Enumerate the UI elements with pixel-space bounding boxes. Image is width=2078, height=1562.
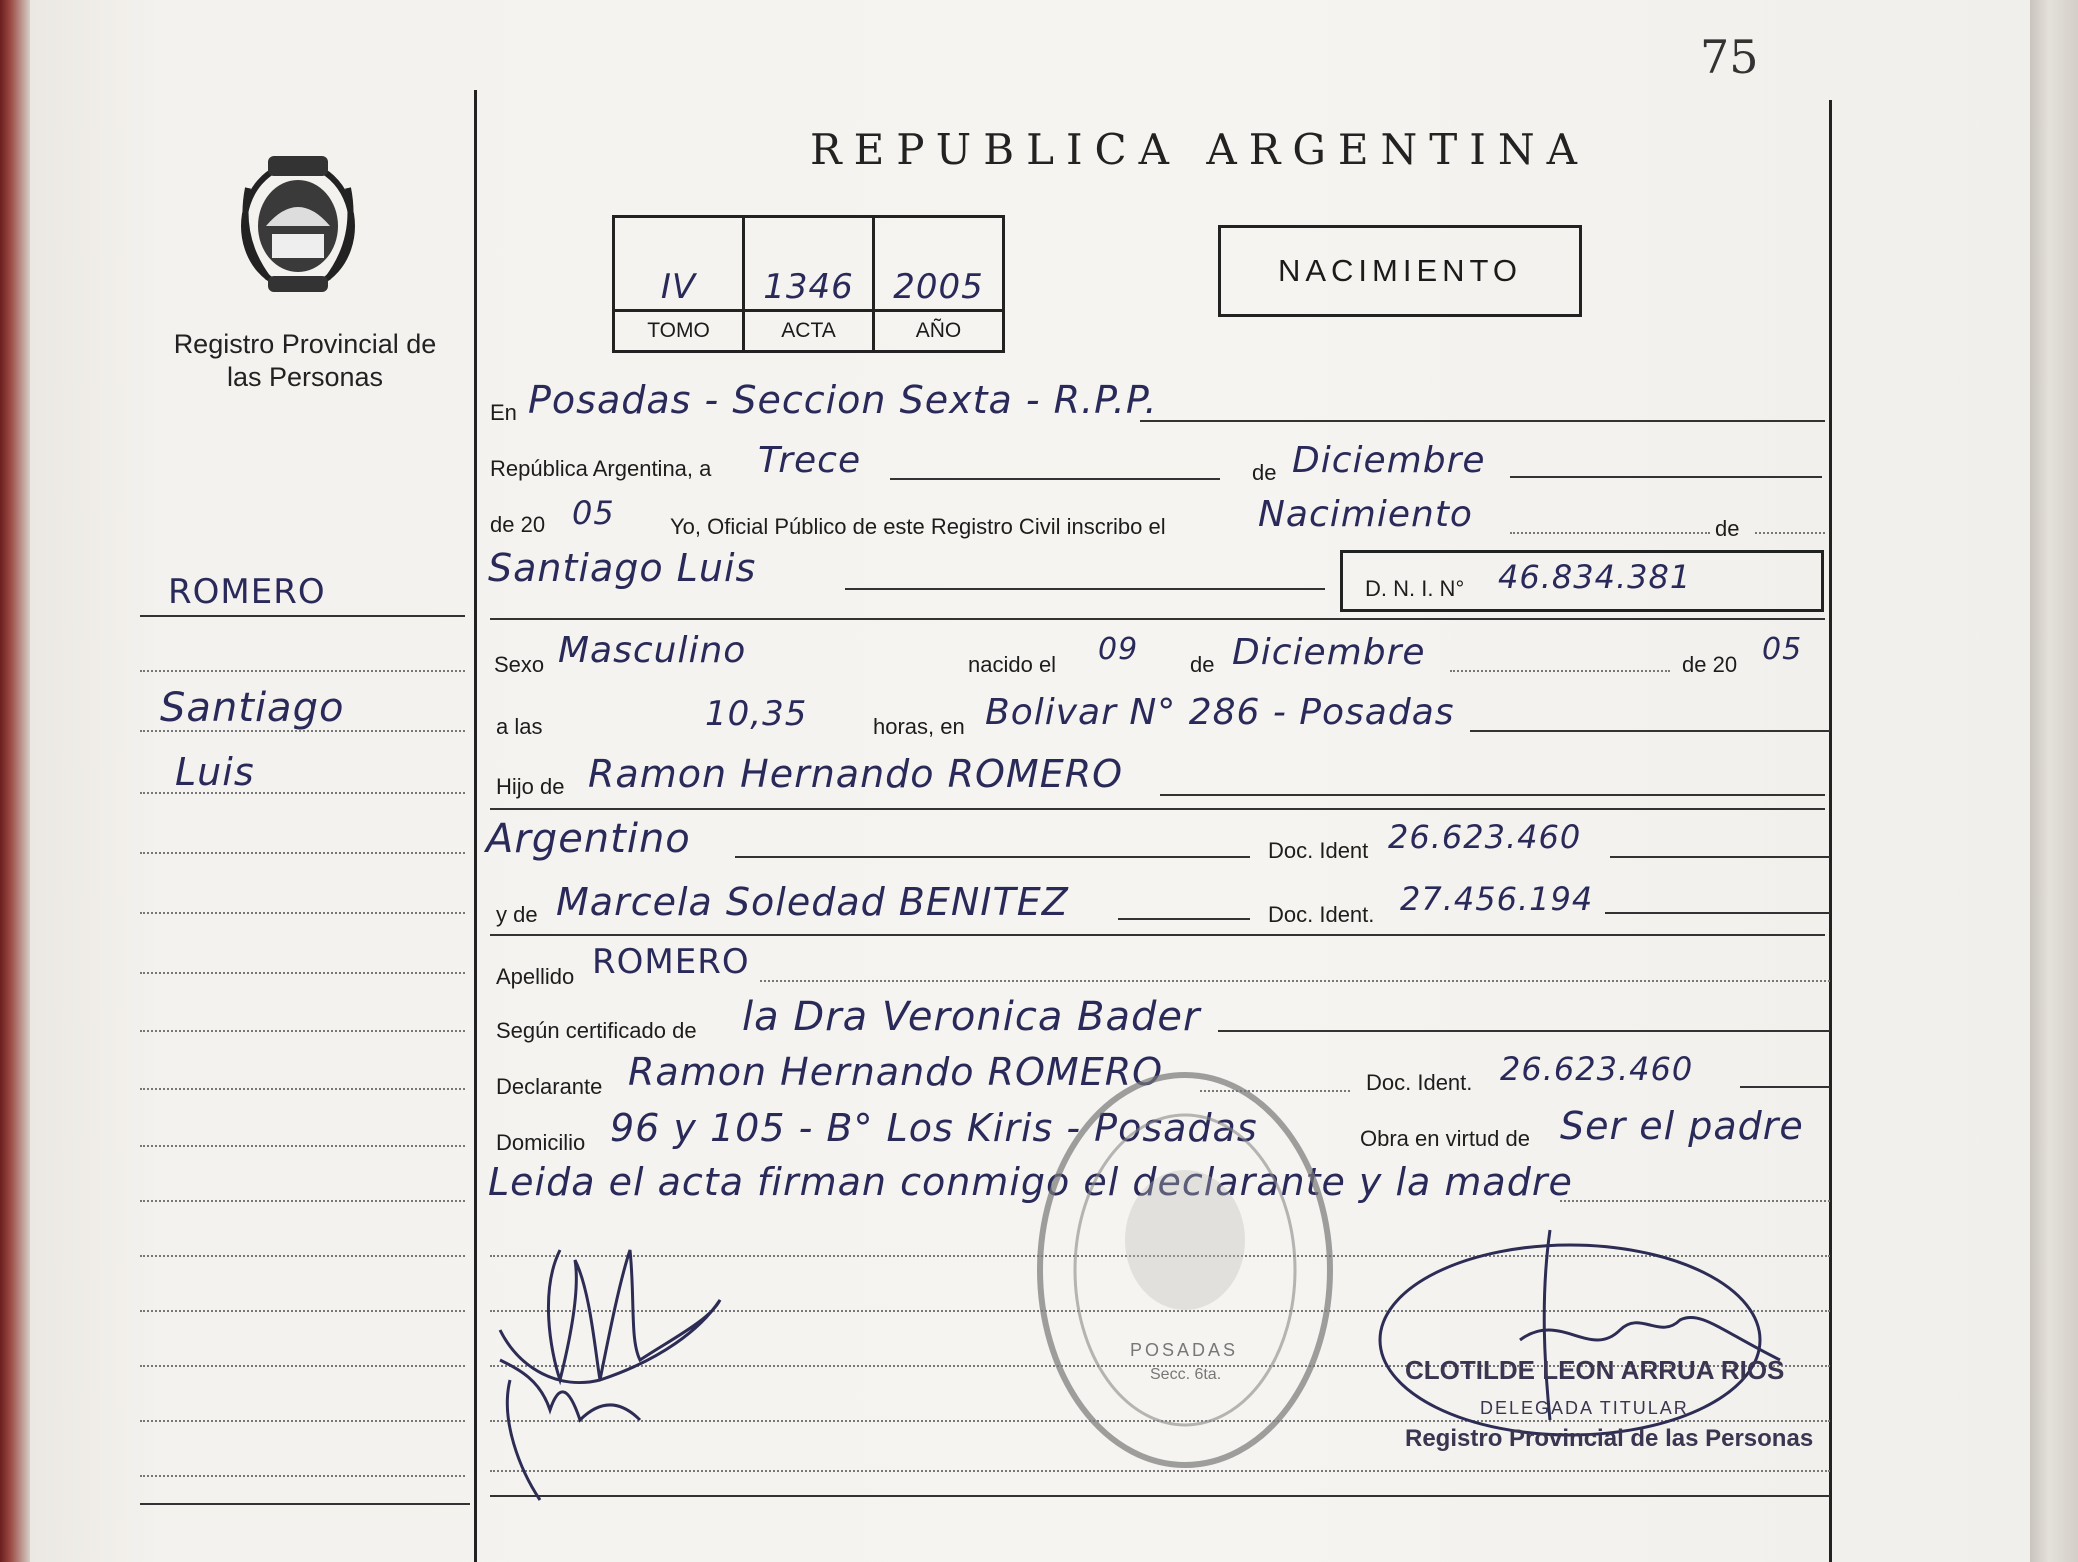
record-id-table bbox=[612, 215, 1005, 353]
label-doc-ident2: Doc. Ident. bbox=[1268, 902, 1375, 927]
divider-left bbox=[474, 90, 477, 1562]
margin-dotline bbox=[140, 1145, 465, 1147]
value-declarante: Ramon Hernando ROMERO bbox=[628, 1050, 1164, 1094]
value-padre: Ramon Hernando ROMERO bbox=[588, 752, 1124, 796]
value-virtud: Ser el padre bbox=[1560, 1104, 1804, 1148]
record-type-box bbox=[1218, 225, 1582, 317]
acta-label: ACTA bbox=[744, 311, 874, 352]
margin-dotline bbox=[140, 1475, 465, 1477]
line bbox=[1470, 730, 1830, 732]
stamp-inner2: Secc. 6ta. bbox=[1150, 1366, 1222, 1383]
value-madre-doc: 27.456.194 bbox=[1400, 880, 1594, 918]
label-nacido-el: nacido el bbox=[968, 652, 1057, 677]
label-doc-ident: Doc. Ident bbox=[1268, 838, 1369, 863]
line bbox=[735, 856, 1250, 858]
value-nota: Leida el acta firman conmigo el declarante y la madre bbox=[488, 1160, 1573, 1204]
stamp-inner: POSADAS bbox=[1130, 1340, 1239, 1360]
value-lugar: Posadas - Seccion Sexta - R.P.P. bbox=[528, 378, 1158, 422]
official-role: DELEGADA TITULAR bbox=[1480, 1398, 1689, 1418]
margin-surname: ROMERO bbox=[168, 572, 326, 612]
book-binding bbox=[0, 0, 30, 1562]
label-de3: de bbox=[1190, 652, 1215, 677]
value-nacionalidad: Argentino bbox=[486, 816, 691, 862]
registry-stamp-icon bbox=[1030, 1065, 1340, 1475]
value-nacido-mes: Diciembre bbox=[1232, 632, 1426, 673]
value-apellido: ROMERO bbox=[592, 942, 750, 982]
line bbox=[1560, 1200, 1830, 1202]
label-yo-oficial: Yo, Oficial Público de este Registro Civil inscribo el bbox=[670, 514, 1166, 539]
line bbox=[1510, 476, 1822, 478]
margin-dotline bbox=[140, 1255, 465, 1257]
line bbox=[1740, 1086, 1830, 1088]
line bbox=[1140, 420, 1825, 422]
label-dni: D. N. I. N° bbox=[1365, 576, 1465, 601]
value-dni: 46.834.381 bbox=[1498, 558, 1692, 596]
page-edge bbox=[2030, 0, 2078, 1562]
margin-given-1: Santiago bbox=[160, 685, 345, 731]
value-hora: 10,35 bbox=[705, 694, 808, 734]
line bbox=[1118, 918, 1250, 920]
anio-label: AÑO bbox=[874, 311, 1004, 352]
value-nombre: Santiago Luis bbox=[488, 546, 757, 590]
value-sexo: Masculino bbox=[558, 630, 747, 671]
page-title: REPUBLICA ARGENTINA bbox=[810, 125, 1589, 174]
margin-dotline bbox=[140, 730, 465, 732]
label-horas-en: horas, en bbox=[873, 714, 965, 739]
line bbox=[1160, 794, 1825, 796]
registry-name: Registro Provincial de las Personas bbox=[173, 329, 437, 392]
margin-dotline bbox=[140, 972, 465, 974]
margin-dotline bbox=[140, 1420, 465, 1422]
line bbox=[1610, 856, 1830, 858]
label-segun: Según certificado de bbox=[496, 1018, 697, 1043]
line bbox=[1218, 1030, 1830, 1032]
label-obra: Obra en virtud de bbox=[1360, 1126, 1530, 1151]
line bbox=[1605, 912, 1830, 914]
label-de-20b: de 20 bbox=[1682, 652, 1738, 677]
label-de: de bbox=[1252, 460, 1277, 485]
tomo-label: TOMO bbox=[614, 311, 744, 352]
value-dia: Trece bbox=[758, 440, 862, 481]
label-de2: de bbox=[1715, 516, 1740, 541]
page-number: 75 bbox=[1700, 30, 1759, 84]
label-y-de: y de bbox=[496, 902, 538, 927]
anio-value: 2005 bbox=[874, 217, 1004, 311]
margin-given-2: Luis bbox=[175, 750, 255, 794]
margin-line bbox=[140, 615, 465, 617]
tomo-value: IV bbox=[614, 217, 744, 311]
margin-dotline bbox=[140, 1030, 465, 1032]
section-line bbox=[490, 618, 1825, 620]
official-name: CLOTILDE LEON ARRUA RIOS bbox=[1405, 1355, 1785, 1385]
acta-value: 1346 bbox=[744, 217, 874, 311]
value-certificado: la Dra Veronica Bader bbox=[742, 994, 1201, 1040]
value-mes: Diciembre bbox=[1292, 440, 1486, 481]
line bbox=[890, 478, 1220, 480]
margin-bottom-line bbox=[140, 1503, 470, 1505]
value-nacido-anio: 05 bbox=[1762, 632, 1803, 667]
label-apellido: Apellido bbox=[496, 964, 575, 989]
value-declarante-doc: 26.623.460 bbox=[1500, 1050, 1694, 1088]
label-a-las: a las bbox=[496, 714, 543, 739]
line bbox=[1755, 532, 1825, 534]
section-line bbox=[490, 934, 1825, 936]
value-nacido-dia: 09 bbox=[1098, 632, 1139, 667]
section-line bbox=[490, 808, 1825, 810]
provincial-seal-icon bbox=[228, 148, 368, 298]
margin-dotline bbox=[140, 852, 465, 854]
value-madre: Marcela Soledad BENITEZ bbox=[556, 880, 1069, 924]
margin-dotline bbox=[140, 1310, 465, 1312]
label-sexo: Sexo bbox=[494, 652, 545, 677]
value-padre-doc: 26.623.460 bbox=[1388, 818, 1582, 856]
label-hijo-de: Hijo de bbox=[496, 774, 565, 799]
line bbox=[1510, 532, 1710, 534]
value-domicilio: 96 y 105 - B° Los Kiris - Posadas bbox=[610, 1106, 1258, 1150]
margin-dotline bbox=[140, 670, 465, 672]
line bbox=[760, 980, 1830, 982]
label-doc-ident3: Doc. Ident. bbox=[1366, 1070, 1473, 1095]
margin-dotline bbox=[140, 1365, 465, 1367]
line bbox=[845, 588, 1325, 590]
value-lugar-nac: Bolivar N° 286 - Posadas bbox=[985, 692, 1455, 733]
label-republica: República Argentina, a bbox=[490, 456, 712, 481]
value-tipo: Nacimiento bbox=[1258, 494, 1473, 535]
label-declarante: Declarante bbox=[496, 1074, 603, 1099]
margin-dotline bbox=[140, 792, 465, 794]
label-de-20: de 20 bbox=[490, 512, 546, 537]
declarant-signature-icon bbox=[480, 1230, 760, 1515]
divider-right bbox=[1829, 100, 1832, 1562]
label-en: En bbox=[490, 400, 517, 425]
line bbox=[1450, 670, 1670, 672]
official-office: Registro Provincial de las Personas bbox=[1405, 1425, 1814, 1452]
value-anio: 05 bbox=[572, 494, 615, 532]
margin-dotline bbox=[140, 1088, 465, 1090]
label-domicilio: Domicilio bbox=[496, 1130, 586, 1155]
record-type: NACIMIENTO bbox=[1277, 253, 1523, 288]
margin-dotline bbox=[140, 912, 465, 914]
margin-dotline bbox=[140, 1200, 465, 1202]
